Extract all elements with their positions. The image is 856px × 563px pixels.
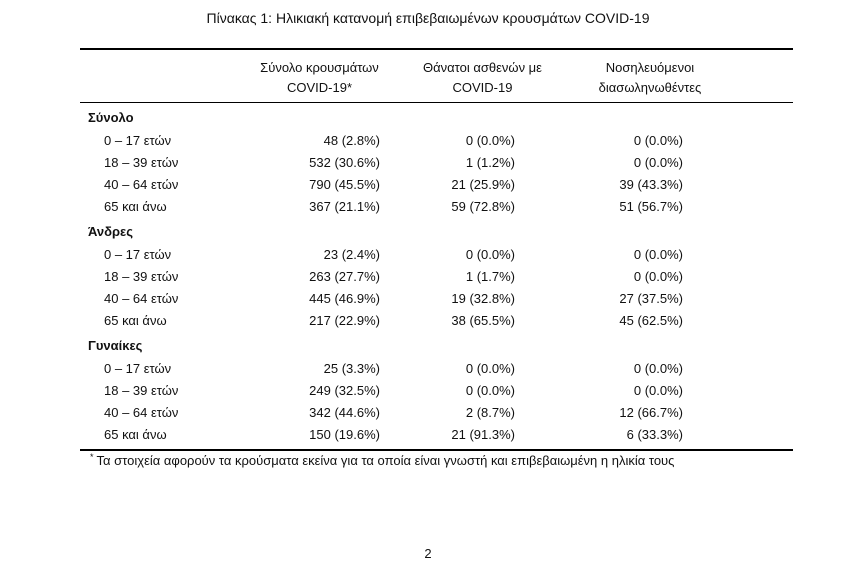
deaths-cell: 21 (91.3%): [451, 427, 515, 442]
deaths-cell: 0 (0.0%): [465, 361, 515, 376]
intubated-cell: 0 (0.0%): [633, 133, 683, 148]
intubated-cell: 0 (0.0%): [633, 247, 683, 262]
table-title: Πίνακας 1: Ηλικιακή κατανομή επιβεβαιωμένων κρουσμάτων COVID-19: [206, 10, 650, 26]
table-row: [0, 247, 856, 269]
intubated-cell: 0 (0.0%): [633, 361, 683, 376]
deaths-cell: 0 (0.0%): [465, 133, 515, 148]
table-bottom-rule: [80, 449, 793, 451]
age-label: 40 – 64 ετών: [104, 177, 179, 192]
deaths-cell: 19 (32.8%): [451, 291, 515, 306]
header-total-cases: [242, 58, 397, 98]
intubated-cell: 6 (33.3%): [626, 427, 683, 442]
table-row: [0, 313, 856, 335]
group-label-total: Σύνολο: [88, 110, 134, 125]
cases-cell: 48 (2.8%): [323, 133, 380, 148]
header-total-cases-line2: COVID-19*: [286, 80, 353, 95]
header-intubated-line2: διασωληνωθέντες: [598, 80, 702, 95]
intubated-cell: 0 (0.0%): [633, 383, 683, 398]
footnote-text: Τα στοιχεία αφορούν τα κρούσματα εκείνα για τα οποία είναι γνωστή και επιβεβαιωμένη η ηλικία τους: [96, 453, 675, 468]
header-deaths-line1: Θάνατοι ασθενών με: [423, 60, 542, 75]
intubated-cell: 0 (0.0%): [633, 155, 683, 170]
age-label: 40 – 64 ετών: [104, 405, 179, 420]
cases-cell: 532 (30.6%): [309, 155, 380, 170]
group-label-men: Άνδρες: [88, 224, 133, 239]
cases-cell: 342 (44.6%): [309, 405, 380, 420]
deaths-cell: 59 (72.8%): [451, 199, 515, 214]
table-row: [0, 133, 856, 155]
intubated-cell: 0 (0.0%): [633, 269, 683, 284]
age-label: 18 – 39 ετών: [104, 269, 179, 284]
footnote: [90, 452, 674, 468]
cases-cell: 445 (46.9%): [309, 291, 380, 306]
age-label: 18 – 39 ετών: [104, 155, 179, 170]
deaths-cell: 2 (8.7%): [465, 405, 515, 420]
table-row: [0, 361, 856, 383]
cases-cell: 367 (21.1%): [309, 199, 380, 214]
footnote-marker: *: [90, 452, 94, 462]
header-total-cases-line1: Σύνολο κρουσμάτων: [260, 60, 379, 75]
header-deaths-line2: COVID-19: [452, 80, 513, 95]
age-label: 0 – 17 ετών: [104, 361, 172, 376]
page-number: 2: [424, 546, 432, 561]
table-row: [0, 427, 856, 449]
deaths-cell: 38 (65.5%): [451, 313, 515, 328]
table-row: [0, 291, 856, 313]
deaths-cell: 1 (1.7%): [465, 269, 515, 284]
age-label: 65 και άνω: [104, 313, 167, 328]
cases-cell: 790 (45.5%): [309, 177, 380, 192]
intubated-cell: 39 (43.3%): [619, 177, 683, 192]
age-label: 65 και άνω: [104, 199, 167, 214]
table-row: [0, 177, 856, 199]
intubated-cell: 45 (62.5%): [619, 313, 683, 328]
cases-cell: 249 (32.5%): [309, 383, 380, 398]
intubated-cell: 12 (66.7%): [619, 405, 683, 420]
table-top-rule: [80, 48, 793, 50]
table-row: [0, 155, 856, 177]
age-label: 65 και άνω: [104, 427, 167, 442]
cases-cell: 217 (22.9%): [309, 313, 380, 328]
age-label: 40 – 64 ετών: [104, 291, 179, 306]
deaths-cell: 0 (0.0%): [465, 383, 515, 398]
intubated-cell: 27 (37.5%): [619, 291, 683, 306]
table-row: [0, 383, 856, 405]
age-label: 18 – 39 ετών: [104, 383, 179, 398]
age-label: 0 – 17 ετών: [104, 133, 172, 148]
header-intubated-line1: Νοσηλευόμενοι: [605, 60, 695, 75]
cases-cell: 150 (19.6%): [309, 427, 380, 442]
header-rule: [80, 102, 793, 103]
table-row: [0, 199, 856, 221]
header-deaths: [410, 58, 555, 98]
cases-cell: 25 (3.3%): [323, 361, 380, 376]
cases-cell: 23 (2.4%): [323, 247, 380, 262]
cases-cell: 263 (27.7%): [309, 269, 380, 284]
age-label: 0 – 17 ετών: [104, 247, 172, 262]
group-label-women: Γυναίκες: [88, 338, 143, 353]
header-intubated: [570, 58, 730, 98]
table-row: [0, 269, 856, 291]
intubated-cell: 51 (56.7%): [619, 199, 683, 214]
deaths-cell: 21 (25.9%): [451, 177, 515, 192]
deaths-cell: 1 (1.2%): [465, 155, 515, 170]
deaths-cell: 0 (0.0%): [465, 247, 515, 262]
table-row: [0, 405, 856, 427]
